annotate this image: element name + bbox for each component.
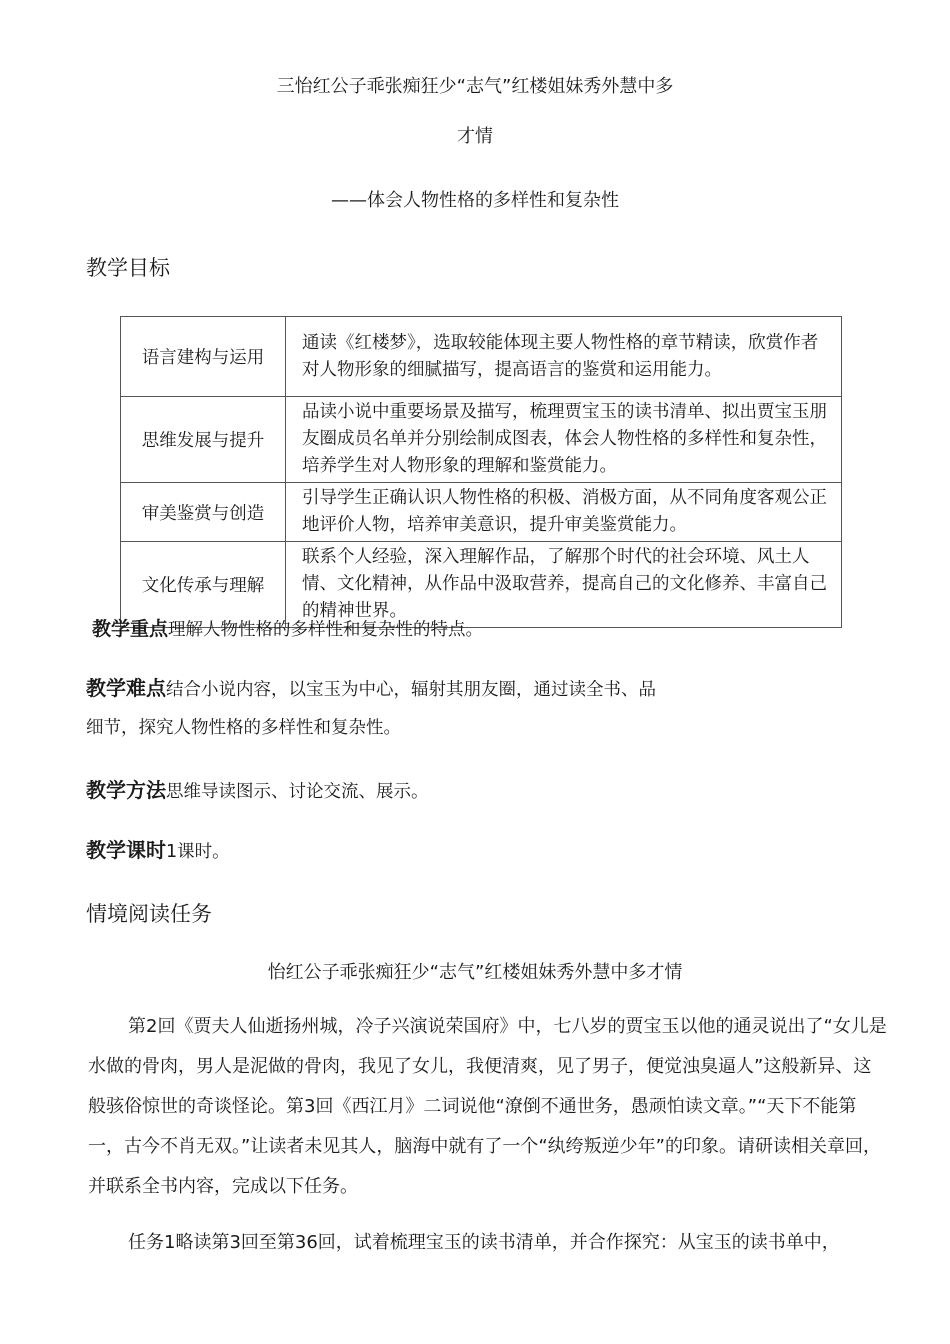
- goal-label: 文化传承与理解: [121, 542, 286, 628]
- goal-label: 审美鉴赏与创造: [121, 483, 286, 542]
- goals-heading: 教学目标: [86, 256, 170, 280]
- section-title: 怡红公子乖张痴狂少“志气”红楼姐妹秀外慧中多才情: [267, 962, 683, 983]
- paragraph-2: 任务1略读第3回至第36回，试着梳理宝玉的读书清单，并合作探究：从宝玉的读书单中，: [128, 1232, 840, 1253]
- method-label: 教学方法: [86, 778, 166, 802]
- difficulty-text-cont: 细节，探究人物性格的多样性和复杂性。: [86, 718, 401, 738]
- difficulty-label: 教学难点: [86, 676, 166, 700]
- hours-label: 教学课时: [86, 838, 166, 862]
- doc-subtitle: ——体会人物性格的多样性和复杂性: [331, 190, 619, 211]
- goal-label: 语言建构与运用: [121, 317, 286, 397]
- doc-title-line1: 三怡红公子乖张痴狂少“志气”红楼姐妹秀外慧中多: [276, 76, 674, 97]
- method-point: [86, 774, 429, 803]
- difficulty-point: [86, 672, 656, 701]
- goal-text: 引导学生正确认识人物性格的积极、消极方面，从不同角度客观公正地评价人物，培养审美意识，提升审美鉴赏能力。: [286, 483, 842, 542]
- table-row: [121, 483, 842, 542]
- goal-text: 品读小说中重要场景及描写，梳理贾宝玉的读书清单、拟出贾宝玉朋友圈成员名单并分别绘制成图表，体会人物性格的多样性和复杂性，培养学生对人物形象的理解和鉴赏能力。: [286, 397, 842, 483]
- task-heading: 情境阅读任务: [86, 902, 212, 926]
- key-text: 理解人物性格的多样性和复杂性的特点。: [168, 620, 484, 640]
- hours-point: [86, 834, 230, 863]
- paragraph-1: 第2回《贾夫人仙逝扬州城，冷子兴演说荣国府》中，七八岁的贾宝玉以他的通灵说出了“女儿是水做的骨肉，男人是泥做的骨肉，我见了女儿，我便清爽，见了男子，便觉浊臭逼人”这般新异、这般骇俗惊世的奇谈怪论。第3回《西江月》二词说他“潦倒不通世务，愚顽怕读文章。”“天下不能第一，古今不肖无双。”让读者未见其人，脑海中就有了一个“纨绔叛逆少年”的印象。请研读相关章回，并联系全书内容，完成以下任务。: [88, 1016, 887, 1197]
- goal-label: 思维发展与提升: [121, 397, 286, 483]
- goal-text: 联系个人经验，深入理解作品，了解那个时代的社会环境、风土人情、文化精神，从作品中汲取营养，提高自己的文化修养、丰富自己的精神世界。: [286, 542, 842, 628]
- method-text: 思维导读图示、讨论交流、展示。: [166, 782, 429, 802]
- goals-table: [120, 316, 842, 628]
- difficulty-text: 结合小说内容，以宝玉为中心，辐射其朋友圈，通过读全书、品: [166, 680, 656, 700]
- hours-text: 1课时。: [166, 842, 230, 862]
- table-row: [121, 397, 842, 483]
- table-row: [121, 317, 842, 397]
- key-point: [92, 614, 483, 641]
- goal-text: 通读《红楼梦》，选取较能体现主要人物性格的章节精读，欣赏作者对人物形象的细腻描写，提高语言的鉴赏和运用能力。: [286, 317, 842, 397]
- key-label: 教学重点: [92, 618, 169, 640]
- doc-title-line2: 才情: [457, 126, 493, 147]
